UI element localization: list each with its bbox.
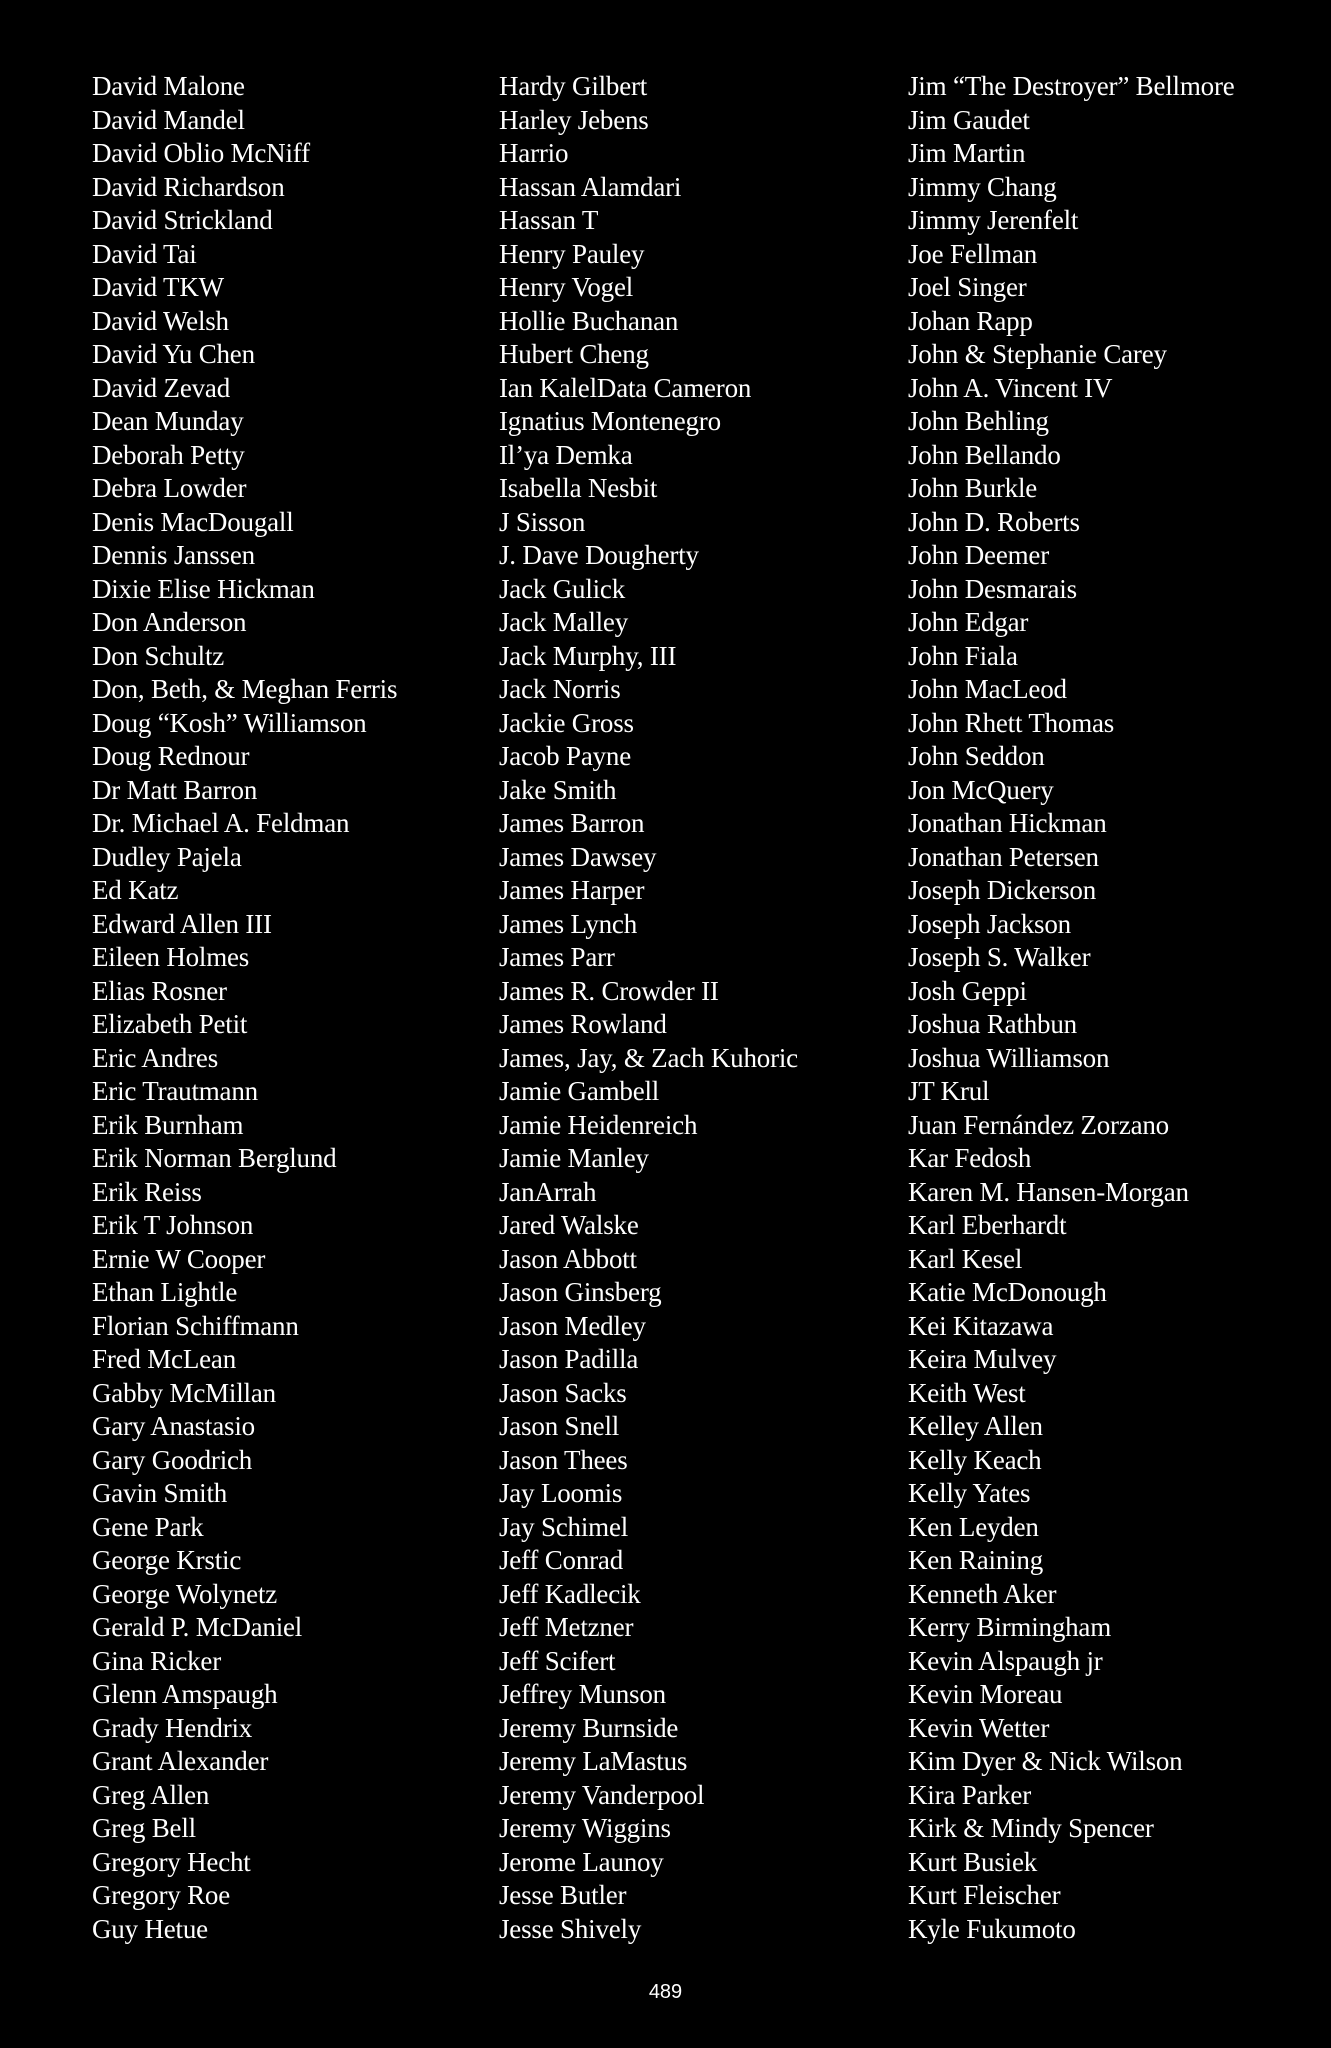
- names-column-3: [908, 70, 1235, 1946]
- name-entry: Jamie Heidenreich: [499, 1109, 698, 1140]
- names-column-1: [92, 70, 397, 1946]
- name-entry: Kerry Birmingham: [908, 1612, 1112, 1642]
- name-entry: Dean Munday: [92, 406, 244, 436]
- name-entry: Grady Hendrix: [92, 1712, 253, 1743]
- name-entry: Juan Fernández Zorzano: [908, 1109, 1169, 1140]
- name-entry: Erik T Johnson: [92, 1210, 254, 1240]
- name-entry: Jason Snell: [499, 1411, 620, 1441]
- name-entry: John A. Vincent IV: [908, 372, 1113, 403]
- name-entry: Jacob Payne: [499, 741, 632, 771]
- name-entry: Jeffrey Munson: [499, 1679, 666, 1709]
- name-entry: Gabby McMillan: [92, 1377, 276, 1408]
- name-entry: Jack Norris: [499, 674, 621, 704]
- name-entry: Don Schultz: [92, 640, 225, 671]
- name-entry: Jeremy LaMastus: [499, 1746, 688, 1776]
- name-entry: Erik Burnham: [92, 1109, 244, 1140]
- name-entry: Jon McQuery: [908, 774, 1054, 805]
- name-entry: Kei Kitazawa: [908, 1310, 1054, 1341]
- name-entry: Isabella Nesbit: [499, 473, 658, 503]
- name-entry: Jay Loomis: [499, 1478, 623, 1508]
- name-entry: Jeff Metzner: [499, 1612, 634, 1642]
- name-entry: James Rowland: [499, 1009, 667, 1039]
- name-entry: Jeremy Wiggins: [499, 1813, 671, 1843]
- name-entry: Glenn Amspaugh: [92, 1679, 278, 1709]
- name-entry: Erik Reiss: [92, 1176, 202, 1207]
- name-entry: Florian Schiffmann: [92, 1310, 299, 1341]
- name-entry: Il’ya Demka: [499, 439, 633, 470]
- name-entry: Jerome Launoy: [499, 1846, 664, 1877]
- name-entry: Joshua Rathbun: [908, 1009, 1077, 1039]
- name-entry: Hollie Buchanan: [499, 305, 679, 336]
- name-entry: Johan Rapp: [908, 305, 1033, 336]
- name-entry: Hardy Gilbert: [499, 71, 648, 101]
- name-entry: Gavin Smith: [92, 1478, 228, 1508]
- name-entry: George Krstic: [92, 1545, 242, 1575]
- name-entry: Doug “Kosh” Williamson: [92, 707, 367, 738]
- name-entry: Keith West: [908, 1377, 1026, 1408]
- name-entry: Kevin Moreau: [908, 1679, 1063, 1709]
- name-entry: Jack Gulick: [499, 573, 626, 604]
- name-entry: Joel Singer: [908, 272, 1027, 302]
- name-entry: Jeff Conrad: [499, 1545, 624, 1575]
- name-entry: Jonathan Hickman: [908, 808, 1107, 838]
- name-entry: Gregory Roe: [92, 1880, 231, 1910]
- name-entry: Ken Raining: [908, 1545, 1044, 1575]
- name-entry: John Desmarais: [908, 573, 1077, 604]
- name-entry: Gene Park: [92, 1511, 204, 1542]
- name-entry: Elias Rosner: [92, 975, 227, 1006]
- name-entry: Jeff Kadlecik: [499, 1578, 641, 1609]
- name-entry: Kenneth Aker: [908, 1578, 1057, 1609]
- name-entry: Hubert Cheng: [499, 339, 649, 369]
- name-entry: Fred McLean: [92, 1344, 236, 1374]
- name-entry: Guy Hetue: [92, 1913, 208, 1944]
- name-entry: John & Stephanie Carey: [908, 339, 1167, 369]
- name-entry: David Tai: [92, 238, 197, 269]
- name-entry: Jeff Scifert: [499, 1645, 616, 1676]
- name-entry: Hassan Alamdari: [499, 171, 682, 202]
- name-entry: Karl Eberhardt: [908, 1210, 1067, 1240]
- name-entry: John D. Roberts: [908, 506, 1080, 537]
- name-entry: Katie McDonough: [908, 1277, 1107, 1307]
- name-entry: Josh Geppi: [908, 975, 1027, 1006]
- name-entry: Jim Gaudet: [908, 104, 1030, 135]
- name-entry: J Sisson: [499, 506, 586, 537]
- name-entry: Gregory Hecht: [92, 1846, 251, 1877]
- name-entry: Gary Anastasio: [92, 1411, 255, 1441]
- name-entry: JanArrah: [499, 1176, 597, 1207]
- name-entry: James Dawsey: [499, 841, 657, 872]
- name-entry: Dr. Michael A. Feldman: [92, 808, 350, 838]
- name-entry: David Oblio McNiff: [92, 138, 310, 168]
- name-entry: Jeremy Vanderpool: [499, 1779, 705, 1810]
- name-entry: Karl Kesel: [908, 1243, 1023, 1274]
- name-entry: Jimmy Chang: [908, 171, 1057, 202]
- name-entry: Ken Leyden: [908, 1511, 1039, 1542]
- name-entry: J. Dave Dougherty: [499, 540, 699, 570]
- name-entry: Don, Beth, & Meghan Ferris: [92, 674, 398, 704]
- name-entry: Jesse Shively: [499, 1913, 642, 1944]
- name-entry: Jonathan Petersen: [908, 841, 1099, 872]
- name-entry: JT Krul: [908, 1076, 990, 1106]
- name-entry: Ernie W Cooper: [92, 1243, 266, 1274]
- name-entry: Dudley Pajela: [92, 841, 242, 872]
- name-entry: Jesse Butler: [499, 1880, 627, 1910]
- name-entry: Jason Sacks: [499, 1377, 627, 1408]
- name-entry: Jack Malley: [499, 607, 629, 637]
- name-entry: James Harper: [499, 875, 645, 905]
- name-entry: Jason Thees: [499, 1444, 628, 1475]
- name-entry: Joseph Jackson: [908, 908, 1071, 939]
- name-entry: John Rhett Thomas: [908, 707, 1115, 738]
- name-entry: Eileen Holmes: [92, 942, 250, 972]
- name-entry: David TKW: [92, 272, 224, 302]
- name-entry: Kevin Alspaugh jr: [908, 1645, 1103, 1676]
- names-column-2: [499, 70, 798, 1946]
- name-entry: Jack Murphy, III: [499, 640, 677, 671]
- name-entry: Elizabeth Petit: [92, 1009, 248, 1039]
- name-entry: John Edgar: [908, 607, 1029, 637]
- name-entry: James Barron: [499, 808, 645, 838]
- name-entry: Edward Allen III: [92, 908, 272, 939]
- name-entry: Joe Fellman: [908, 238, 1038, 269]
- name-entry: David Zevad: [92, 372, 230, 403]
- name-entry: Dennis Janssen: [92, 540, 255, 570]
- name-entry: James R. Crowder II: [499, 975, 719, 1006]
- name-entry: John Burkle: [908, 473, 1038, 503]
- name-entry: David Richardson: [92, 171, 285, 202]
- name-entry: Kyle Fukumoto: [908, 1913, 1076, 1944]
- name-entry: Jim Martin: [908, 138, 1026, 168]
- name-entry: David Yu Chen: [92, 339, 255, 369]
- name-entry: David Mandel: [92, 104, 245, 135]
- name-entry: Jason Ginsberg: [499, 1277, 662, 1307]
- name-entry: John Deemer: [908, 540, 1050, 570]
- name-entry: James Parr: [499, 942, 615, 972]
- name-entry: Kevin Wetter: [908, 1712, 1050, 1743]
- name-entry: Joseph Dickerson: [908, 875, 1097, 905]
- name-entry: Ed Katz: [92, 875, 179, 905]
- name-entry: Gary Goodrich: [92, 1444, 253, 1475]
- name-entry: David Malone: [92, 71, 245, 101]
- name-entry: Dixie Elise Hickman: [92, 573, 315, 604]
- name-entry: Ignatius Montenegro: [499, 406, 721, 436]
- name-entry: Don Anderson: [92, 607, 247, 637]
- name-entry: Kar Fedosh: [908, 1143, 1032, 1173]
- name-entry: Jay Schimel: [499, 1511, 629, 1542]
- name-entry: Grant Alexander: [92, 1746, 269, 1776]
- name-entry: Kira Parker: [908, 1779, 1031, 1810]
- name-entry: James Lynch: [499, 908, 638, 939]
- name-entry: Eric Andres: [92, 1042, 219, 1073]
- name-entry: Ethan Lightle: [92, 1277, 238, 1307]
- name-entry: Joseph S. Walker: [908, 942, 1091, 972]
- name-entry: Eric Trautmann: [92, 1076, 258, 1106]
- name-entry: Jackie Gross: [499, 707, 634, 738]
- name-entry: John Bellando: [908, 439, 1061, 470]
- name-entry: Joshua Williamson: [908, 1042, 1110, 1073]
- name-entry: Jake Smith: [499, 774, 617, 805]
- name-entry: Doug Rednour: [92, 741, 250, 771]
- name-entry: David Welsh: [92, 305, 229, 336]
- name-entry: Kim Dyer & Nick Wilson: [908, 1746, 1183, 1776]
- name-entry: Jeremy Burnside: [499, 1712, 679, 1743]
- name-entry: Gina Ricker: [92, 1645, 222, 1676]
- name-entry: Deborah Petty: [92, 439, 245, 470]
- name-entry: Greg Allen: [92, 1779, 210, 1810]
- name-entry: Jason Abbott: [499, 1243, 637, 1274]
- name-entry: Kelly Keach: [908, 1444, 1042, 1475]
- name-entry: John MacLeod: [908, 674, 1067, 704]
- name-entry: James, Jay, & Zach Kuhoric: [499, 1042, 798, 1073]
- name-entry: Henry Vogel: [499, 272, 634, 302]
- name-entry: Harrio: [499, 138, 569, 168]
- name-entry: Jason Padilla: [499, 1344, 639, 1374]
- page-number: 489: [648, 1981, 683, 2003]
- name-entry: Jamie Gambell: [499, 1076, 660, 1106]
- name-entry: Kelley Allen: [908, 1411, 1043, 1441]
- name-entry: Kelly Yates: [908, 1478, 1031, 1508]
- name-entry: John Behling: [908, 406, 1049, 436]
- name-entry: Jason Medley: [499, 1310, 646, 1341]
- name-entry: David Strickland: [92, 205, 273, 235]
- name-entry: Jim “The Destroyer” Bellmore: [908, 71, 1235, 101]
- name-entry: Erik Norman Berglund: [92, 1143, 337, 1173]
- name-entry: Keira Mulvey: [908, 1344, 1057, 1374]
- name-entry: Jamie Manley: [499, 1143, 649, 1173]
- name-entry: Harley Jebens: [499, 104, 649, 135]
- name-entry: Jimmy Jerenfelt: [908, 205, 1079, 235]
- name-entry: Ian KalelData Cameron: [499, 372, 752, 403]
- name-entry: John Seddon: [908, 741, 1045, 771]
- name-entry: Denis MacDougall: [92, 506, 294, 537]
- name-entry: Kurt Fleischer: [908, 1880, 1061, 1910]
- name-entry: Gerald P. McDaniel: [92, 1612, 303, 1642]
- name-entry: Jared Walske: [499, 1210, 639, 1240]
- name-entry: George Wolynetz: [92, 1578, 278, 1609]
- name-entry: Debra Lowder: [92, 473, 247, 503]
- name-entry: John Fiala: [908, 640, 1018, 671]
- name-entry: Karen M. Hansen-Morgan: [908, 1176, 1189, 1207]
- name-entry: Hassan T: [499, 205, 599, 235]
- name-entry: Greg Bell: [92, 1813, 196, 1843]
- name-entry: Dr Matt Barron: [92, 774, 258, 805]
- name-entry: Henry Pauley: [499, 238, 645, 269]
- name-entry: Kirk & Mindy Spencer: [908, 1813, 1154, 1843]
- name-entry: Kurt Busiek: [908, 1846, 1038, 1877]
